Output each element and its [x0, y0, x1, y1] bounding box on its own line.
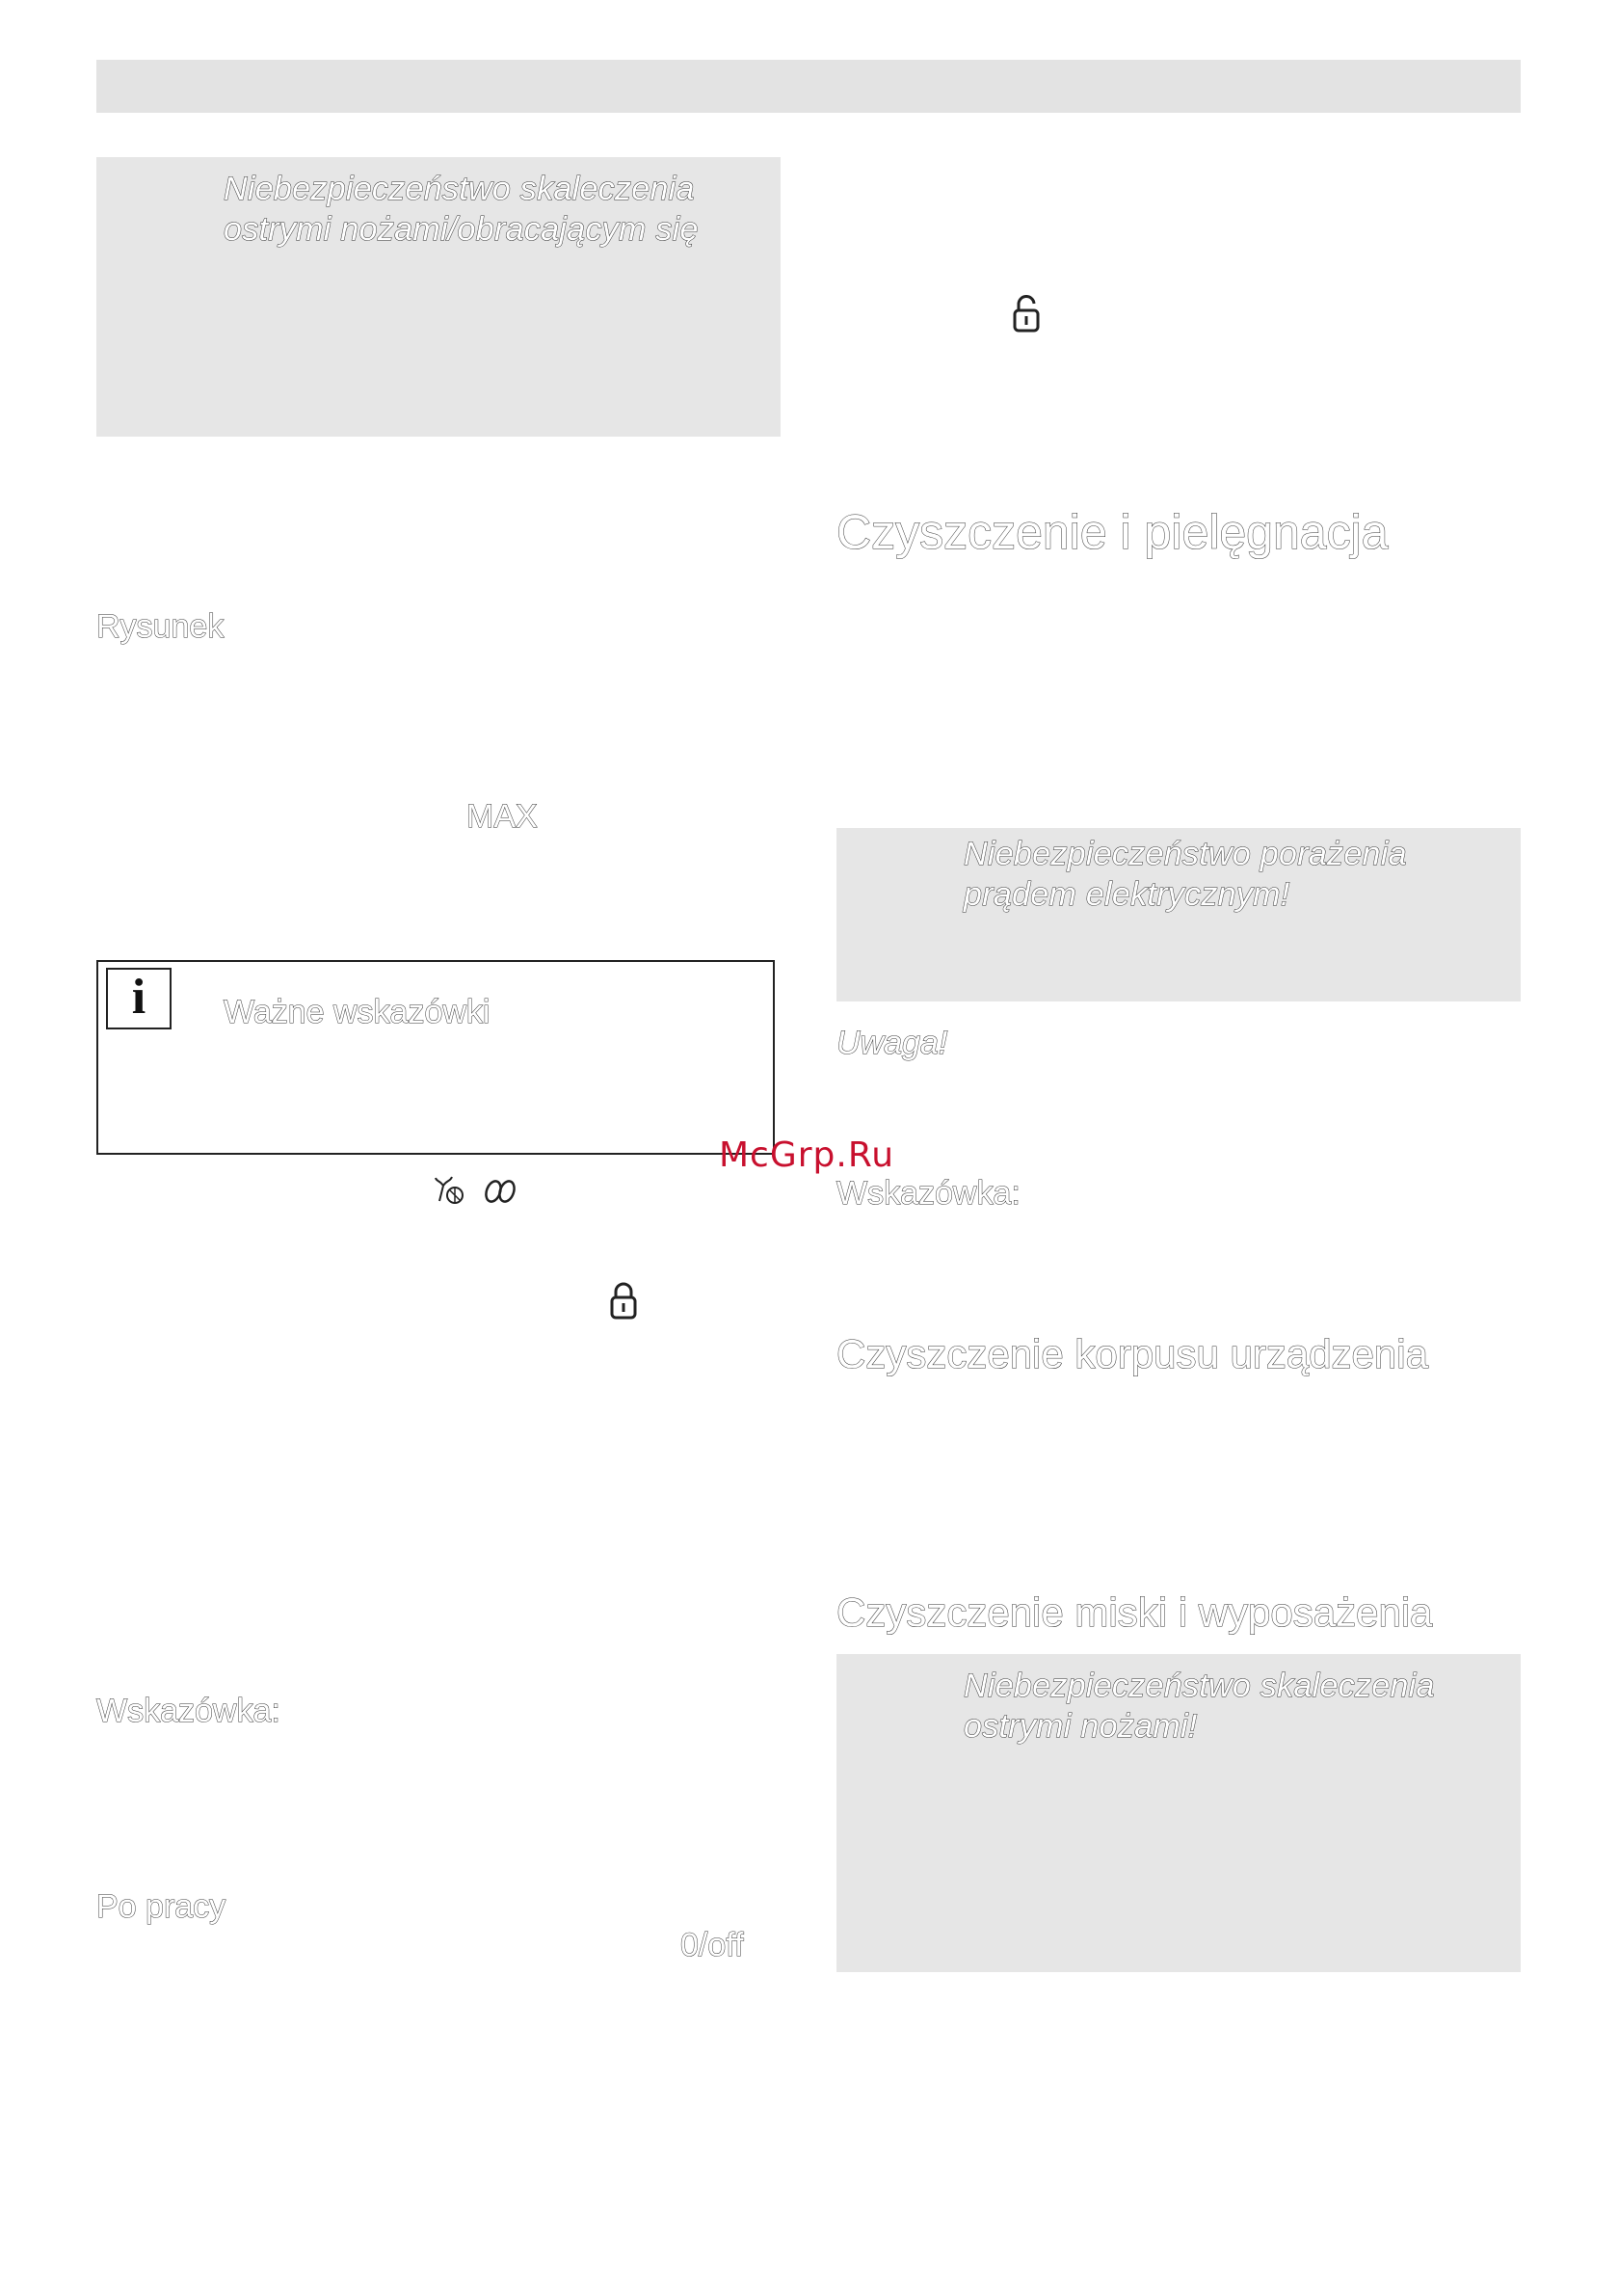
hint-label-left: Wskazówka:: [96, 1693, 280, 1729]
herbs-onion-icon: [434, 1174, 530, 1207]
max-label: MAX: [466, 798, 538, 835]
warning-title-electric: Niebezpieczeństwo porażenia prądem elektrycznym!: [964, 836, 1407, 913]
info-icon: i: [106, 968, 172, 1029]
warning-box-knife: [836, 1654, 1521, 1972]
warning-title-knife: Niebezpieczeństwo skaleczenia ostrymi nożami!: [964, 1668, 1435, 1745]
page-header-bar: [96, 60, 1521, 113]
warning-title-blade: Niebezpieczeństwo skaleczenia ostrymi nożami/obracającym się: [224, 171, 699, 248]
figure-label: Rysunek: [96, 608, 225, 645]
heading-body-cleaning: Czyszczenie korpusu urządzenia: [836, 1331, 1428, 1376]
warning-box-electric: [836, 828, 1521, 1001]
padlock-closed-icon: [609, 1282, 638, 1325]
attention-label: Uwaga!: [836, 1025, 948, 1061]
hint-label-right: Wskazówka:: [836, 1175, 1021, 1212]
heading-cleaning-care: Czyszczenie i pielęgnacja: [836, 505, 1389, 559]
heading-bowl-cleaning: Czyszczenie miski i wyposażenia: [836, 1589, 1433, 1635]
watermark: McGrp.Ru: [719, 1135, 895, 1175]
warning-box-blade: [96, 157, 781, 437]
switch-off-label: 0/off: [680, 1927, 744, 1963]
info-box-title: Ważne wskazówki: [224, 994, 491, 1030]
padlock-open-icon: [1012, 295, 1041, 338]
info-box: [96, 960, 775, 1155]
program-symbols: [434, 1174, 530, 1207]
after-work-label: Po pracy: [96, 1888, 226, 1925]
